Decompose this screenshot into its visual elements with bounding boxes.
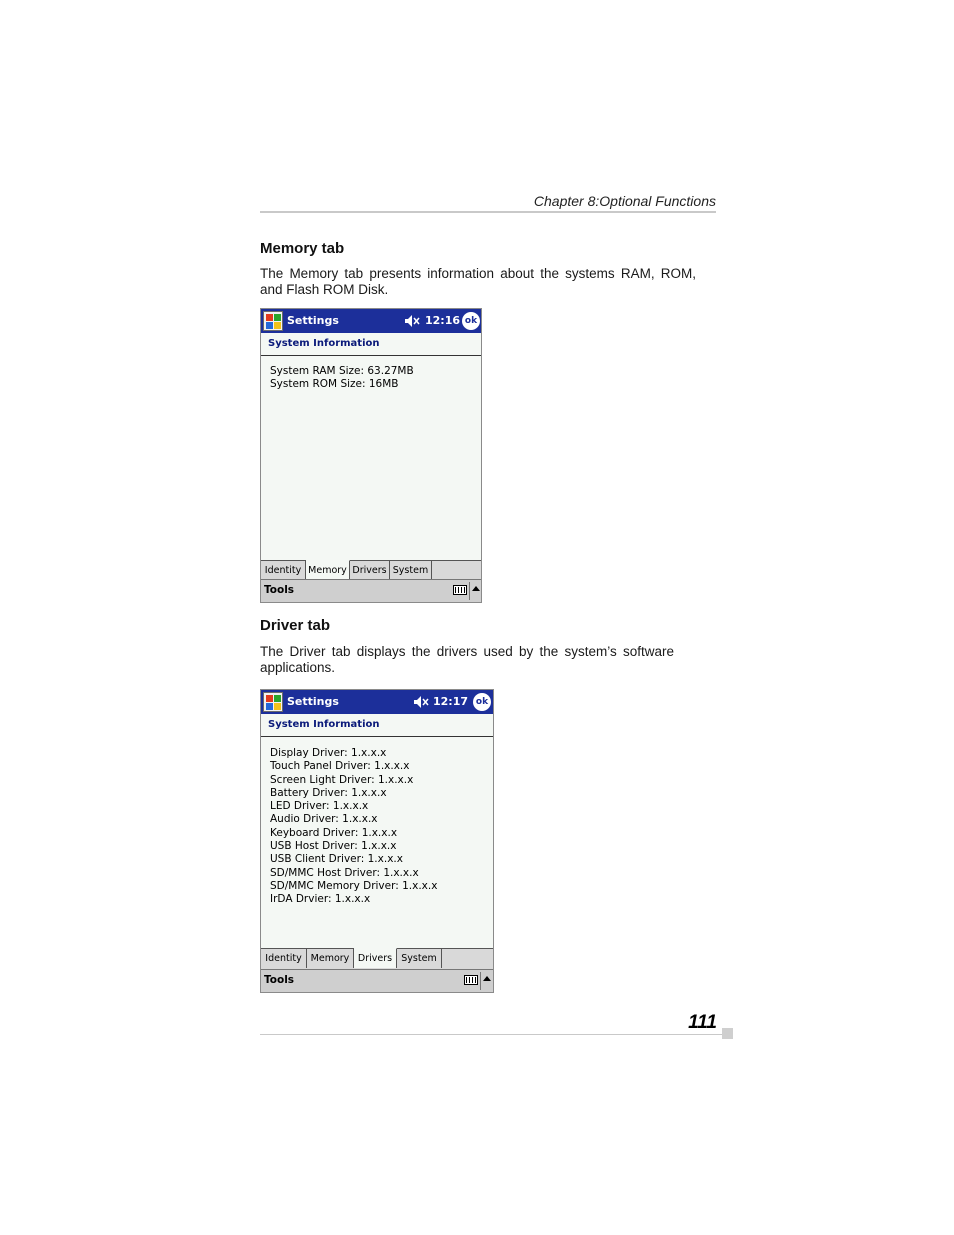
app-title: Settings <box>287 314 339 327</box>
page-number: 111 <box>688 1012 717 1033</box>
subheader-title: System Information <box>268 338 380 349</box>
driver-desc-line-1: The Driver tab displays the drivers used by the system’s software <box>260 644 674 659</box>
memory-screenshot <box>260 308 482 603</box>
tab-memory[interactable]: Memory <box>306 560 350 580</box>
title-bar <box>261 690 493 714</box>
speaker-muted-icon[interactable] <box>413 695 429 709</box>
chapter-header: Chapter 8:Optional Functions <box>533 193 716 209</box>
driver-tab-heading: Driver tab <box>260 617 331 634</box>
divider <box>469 582 470 600</box>
memory-tab-heading: Memory tab <box>260 240 345 257</box>
memory-info-list <box>270 365 414 392</box>
info-line: System RAM Size: 63.27MB <box>270 365 414 377</box>
ok-button[interactable]: ok <box>462 312 480 330</box>
tab-system[interactable]: System <box>390 561 432 580</box>
tools-menu[interactable]: Tools <box>264 584 295 596</box>
menu-bar <box>261 969 493 992</box>
info-line: Keyboard Driver: 1.x.x.x <box>270 826 398 839</box>
info-line: USB Client Driver: 1.x.x.x <box>270 853 403 866</box>
keyboard-icon[interactable] <box>453 585 467 595</box>
memory-desc-line-1: The Memory tab presents information about the systems RAM, ROM, <box>260 266 696 281</box>
app-title: Settings <box>287 695 339 708</box>
tab-bar <box>261 948 493 969</box>
memory-desc-line-2: and Flash ROM Disk. <box>260 282 389 297</box>
info-line: USB Host Driver: 1.x.x.x <box>270 840 397 853</box>
info-line: Display Driver: 1.x.x.x <box>270 747 387 759</box>
up-arrow-icon[interactable] <box>483 976 491 981</box>
tab-drivers[interactable]: Drivers <box>350 561 390 580</box>
speaker-muted-icon[interactable] <box>404 314 420 328</box>
divider <box>480 972 481 990</box>
info-line: SD/MMC Memory Driver: 1.x.x.x <box>270 879 438 892</box>
ok-button[interactable]: ok <box>473 693 491 711</box>
tab-identity[interactable]: Identity <box>261 949 307 968</box>
info-line: LED Driver: 1.x.x.x <box>270 800 369 813</box>
footer-rule <box>260 1034 722 1035</box>
subheader <box>261 333 481 356</box>
tab-memory[interactable]: Memory <box>307 949 354 968</box>
info-line: Screen Light Driver: 1.x.x.x <box>270 773 414 786</box>
drivers-screenshot <box>260 689 494 993</box>
subheader <box>261 714 493 737</box>
keyboard-icon[interactable] <box>464 975 478 985</box>
up-arrow-icon[interactable] <box>472 586 480 591</box>
footer-marker <box>722 1028 733 1039</box>
title-bar <box>261 309 481 333</box>
info-line: Battery Driver: 1.x.x.x <box>270 786 387 799</box>
header-rule <box>260 211 716 213</box>
tab-system[interactable]: System <box>397 949 442 968</box>
windows-start-icon[interactable] <box>263 311 283 331</box>
driver-tab-description <box>260 644 674 676</box>
info-line: Audio Driver: 1.x.x.x <box>270 813 378 826</box>
tab-bar <box>261 560 481 581</box>
menu-bar <box>261 579 481 602</box>
info-line: SD/MMC Host Driver: 1.x.x.x <box>270 866 419 879</box>
info-line: IrDA Drvier: 1.x.x.x <box>270 893 371 906</box>
windows-start-icon[interactable] <box>263 692 283 712</box>
info-line: Touch Panel Driver: 1.x.x.x <box>270 760 410 773</box>
tab-identity[interactable]: Identity <box>261 561 306 580</box>
memory-tab-description <box>260 266 696 298</box>
tools-menu[interactable]: Tools <box>264 974 295 986</box>
tab-drivers[interactable]: Drivers <box>354 948 397 968</box>
subheader-title: System Information <box>268 719 380 730</box>
driver-desc-line-2: applications. <box>260 660 336 675</box>
clock[interactable]: 12:16 <box>425 314 461 327</box>
clock[interactable]: 12:17 <box>433 695 469 708</box>
info-line: System ROM Size: 16MB <box>270 378 399 391</box>
drivers-info-list <box>270 747 437 907</box>
